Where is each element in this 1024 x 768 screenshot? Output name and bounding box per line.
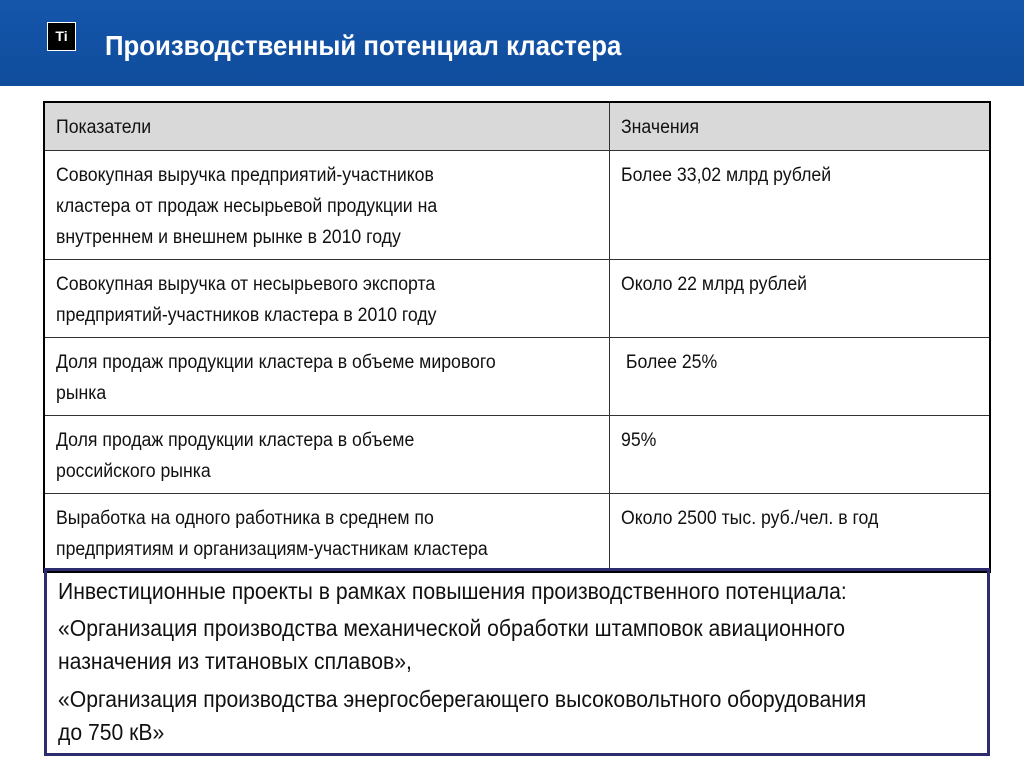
indicator-text-line: предприятий-участников кластера в 2010 году	[56, 305, 437, 326]
indicator-text-line: Выработка на одного работника в среднем по	[56, 508, 434, 529]
table-row	[44, 338, 990, 416]
column-header-indicators	[44, 102, 609, 151]
project-text-line: до 750 кВ»	[58, 719, 165, 745]
indicator-text-line: рынка	[56, 383, 107, 404]
project-item	[58, 612, 978, 678]
project-item	[58, 683, 978, 749]
investment-projects-box	[44, 568, 990, 756]
value-cell	[609, 338, 990, 416]
column-header-label: Значения	[620, 117, 699, 138]
indicator-cell	[44, 260, 609, 338]
indicator-text-line: Совокупная выручка предприятий-участников	[56, 165, 434, 186]
project-text-line: «Организация производства механической обработки штамповок авиационного	[58, 615, 846, 641]
title-bar	[0, 0, 1024, 86]
indicators-table	[43, 101, 991, 573]
project-text-line: «Организация производства энергосберегающего высоковольтного оборудования	[58, 686, 867, 712]
indicator-text-line: предприятиям и организациям-участникам кластера	[56, 539, 488, 560]
indicator-cell	[44, 416, 609, 494]
indicator-text-line: внутреннем и внешнем рынке в 2010 году	[56, 227, 401, 248]
indicator-text-line: Совокупная выручка от несырьевого экспорта	[56, 274, 436, 295]
column-header-label: Показатели	[56, 117, 152, 138]
slide-title: Производственный потенциал кластера	[105, 30, 622, 61]
column-header-values	[609, 102, 990, 151]
table-row	[44, 416, 990, 494]
value-text: Более 25%	[620, 352, 717, 373]
table-header-row	[44, 102, 990, 151]
indicator-text-line: Доля продаж продукции кластера в объеме	[56, 430, 415, 451]
indicator-text-line: кластера от продаж несырьевой продукции на	[56, 196, 438, 217]
table-row	[44, 151, 990, 260]
value-text: Около 2500 тыс. руб./чел. в год	[620, 508, 878, 529]
value-cell	[609, 494, 990, 573]
indicator-cell	[44, 494, 609, 573]
indicator-text-line: российского рынка	[56, 461, 211, 482]
table-row	[44, 494, 990, 573]
value-cell	[609, 260, 990, 338]
indicator-text-line: Доля продаж продукции кластера в объеме мирового	[56, 352, 496, 373]
value-cell	[609, 416, 990, 494]
titanium-logo: Ti	[47, 22, 76, 51]
indicators-table-wrapper	[43, 101, 989, 573]
value-text: Около 22 млрд рублей	[620, 274, 807, 295]
value-text: 95%	[620, 430, 656, 451]
project-text-line: назначения из титановых сплавов»,	[58, 648, 412, 674]
value-cell	[609, 151, 990, 260]
indicator-cell	[44, 338, 609, 416]
indicator-cell	[44, 151, 609, 260]
table-row	[44, 260, 990, 338]
projects-intro: Инвестиционные проекты в рамках повышения производственного потенциала:	[58, 578, 847, 604]
value-text: Более 33,02 млрд рублей	[620, 165, 831, 186]
